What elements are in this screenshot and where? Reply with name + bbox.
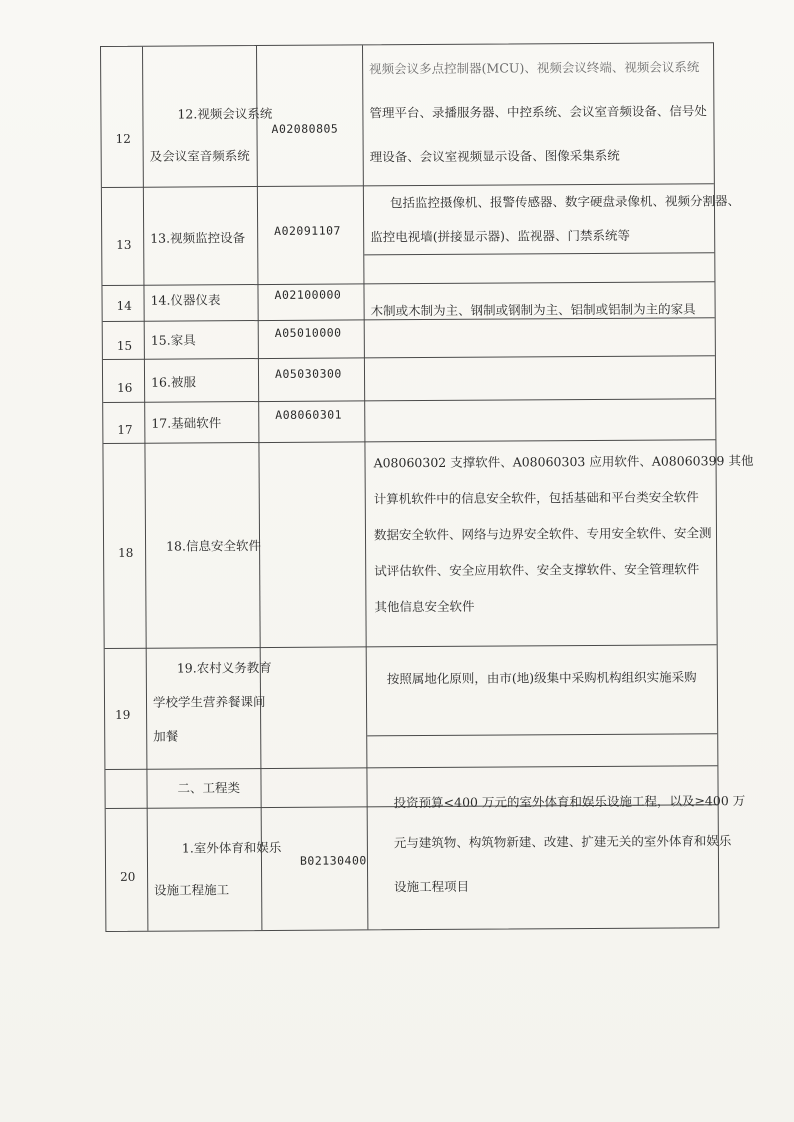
col-divider-1	[142, 47, 148, 931]
item-code: A02080805	[271, 121, 339, 136]
row-number: 16	[117, 380, 133, 395]
item-description: 按照属地化原则，由市(地)级集中采购机构组织实施采购	[386, 669, 697, 687]
item-code: A05030300	[274, 366, 342, 381]
item-name: 18.信息安全软件	[166, 538, 261, 554]
item-description: 木制或木制为主、钢制或钢制为主、铝制或铝制为主的家具	[370, 301, 696, 319]
row-number: 18	[118, 545, 134, 560]
row-number: 17	[117, 422, 133, 437]
row-number: 15	[116, 338, 133, 353]
row-divider	[105, 765, 717, 770]
item-name: 17.基础软件	[151, 415, 222, 431]
row-number: 13	[116, 237, 132, 252]
item-code: A02100000	[274, 287, 342, 302]
item-code: A02091107	[274, 223, 341, 238]
item-name: 19.农村义务教育	[176, 659, 272, 676]
item-name: 设施工程施工	[154, 882, 230, 898]
item-code: B02130400	[299, 853, 367, 868]
section-heading: 二、工程类	[177, 780, 241, 796]
item-name: 16.被服	[151, 374, 196, 390]
item-name: 1.室外体育和娱乐	[181, 839, 282, 856]
row-divider	[103, 355, 715, 360]
item-name: 12.视频会议系统	[177, 105, 273, 122]
catalog-table	[100, 42, 754, 932]
item-description: 包括监控摄像机、报警传感器、数字硬盘录像机、视频分割器、 监控电视墙(拼接显示器)、监视器、门禁系统等	[370, 193, 741, 245]
item-name: 学校学生营养餐课间	[152, 694, 266, 710]
row-number: 20	[120, 869, 136, 884]
item-code: A05010000	[274, 325, 342, 340]
row-divider	[103, 398, 715, 403]
cell-divider	[367, 733, 717, 736]
item-name: 加餐	[153, 728, 179, 744]
row-divider	[102, 183, 714, 188]
item-name: 14.仪器仪表	[150, 292, 221, 308]
item-name: 13.视频监控设备	[150, 230, 246, 246]
row-number: 14	[116, 298, 132, 313]
row-divider	[103, 439, 715, 444]
item-description: A08060302 支撑软件、A08060303 应用软件、A08060399 其他 计算机软件中的信息安全软件，包括基础和平台类安全软件 数据安全软件、网络与边界安全软件、专用安全软件、安全测 试评估软件、安全应用软件、安全支撑软件、安全管理软件 其他信息安全软件	[373, 453, 754, 615]
row-divider	[102, 281, 714, 286]
col-divider-2	[256, 46, 262, 930]
row-number: 12	[115, 131, 131, 146]
item-code: A08060301	[275, 407, 343, 422]
item-name: 及会议室音频系统	[149, 148, 250, 164]
item-name: 15.家具	[150, 332, 196, 348]
item-description: 投资预算<400 万元的室外体育和娱乐设施工程，以及≥400 万 元与建筑物、构筑物新建、改建、扩建无关的室外体育和娱乐 设施工程项目	[393, 793, 746, 895]
col-divider-3	[362, 45, 368, 929]
row-number: 19	[115, 707, 131, 722]
row-divider	[105, 644, 717, 649]
item-description: 视频会议多点控制器(MCU)、视频会议终端、视频会议系统 管理平台、录播服务器、中控系统、会议室音频设备、信号处 理设备、会议室视频显示设备、图像采集系统	[369, 59, 707, 165]
